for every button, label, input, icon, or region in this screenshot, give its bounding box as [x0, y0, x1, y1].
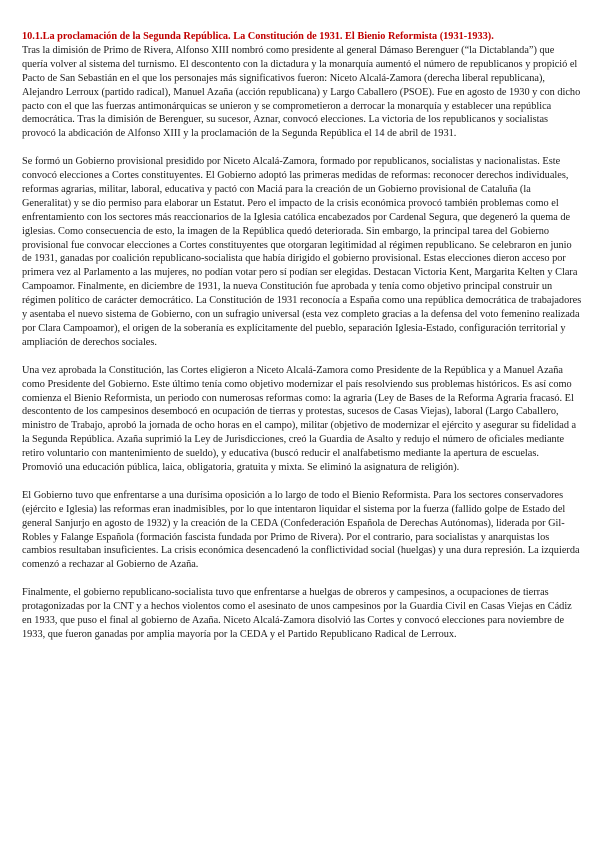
document-page — [22, 30, 582, 656]
paragraph-reformist-biennium: Una vez aprobada la Constitución, las Cortes eligieron a Niceto Alcalá-Zamora como Presidente de la República y a Manuel Azaña como Presidente del Gobierno. Este último tenía como objetivo modernizar el país resolviendo sus problemas históricos. Es así como comienza el Bienio Reformista, un periodo con numerosas reformas como: la agraria (Ley de Bases de la Reforma Agraria fracasó. El descontento de los campesinos desembocó en ocupación de tierras y protestas, sucesos de Casas Viejas), laboral (Largo Caballero, ministro de Trabajo, aprobó la jornada de ocho horas en el campo), militar (objetivo de modernizar el ejército y asegurar su fidelidad a la Segunda República. Azaña suprimió la Ley de Jurisdicciones, creó la Guardia de Asalto y redujo el número de oficiales mediante retiro voluntario con mantenimiento de sueldo), y educativa (buscó reducir el analfabetismo mediante la apertura de escuelas. Promovió una educación pública, laica, obligatoria, gratuita y mixta. Se eliminó la asignatura de religión). — [22, 364, 577, 474]
section-title: 10.1.La proclamación de la Segunda República. La Constitución de 1931. El Bienio Reformista (1931-1933). — [22, 31, 494, 42]
paragraph-opposition: El Gobierno tuvo que enfrentarse a una durísima oposición a lo largo de todo el Bienio Reformista. Para los sectores conservadores (ejército e Iglesia) las reformas eran inadmisibles, por lo que intentaron liquidar el sistema por la fuerza (fallido golpe de Estado del general Sanjurjo en agosto de 1932) y la creación de la CEDA (Confederación Española de Derechas Autónomas), liderada por Gil-Robles y Falange Española (formación fascista fundada por Primo de Rivera). Por el contrario, para socialistas y anarquistas los cambios resultaban insuficientes. La crisis económica desencadenó la conflictividad social (huelgas) y una dura represión. La izquierda comenzó a rechazar al Gobierno de Azaña. — [22, 489, 580, 571]
paragraph-conclusion: Finalmente, el gobierno republicano-socialista tuvo que enfrentarse a huelgas de obreros y campesinos, a ocupaciones de tierras protagonizadas por la CNT y a hechos violentos como el asesinato de unos campesinos por la Guardia Civil en Casas Viejas en Cádiz en 1933, que puso el final al gobierno de Azaña. Niceto Alcalá-Zamora disolvió las Cortes y convocó elecciones para noviembre de 1933, que fueron ganadas por amplia mayoría por la CEDA y el Partido Republicano Radical de Lerroux. — [22, 587, 572, 640]
paragraph-proclamation: Tras la dimisión de Primo de Rivera, Alfonso XIII nombró como presidente al general Dámaso Berenguer (“la Dictablanda”) que quería volver al sistema del turnismo. El descontento con la dictadura y la monarquía aumentó el número de republicanos y propició el Pacto de San Sebastián en el que los personajes más significativos fueron: Niceto Alcalá-Zamora (derecha liberal republicana), Alejandro Lerroux (partido radical), Manuel Azaña (acción republicana) y Largo Caballero (PSOE). Fue en agosto de 1930 y con dicho pacto con el que las fuerzas antimonárquicas se unieron y se comprometieron a derrocar la monarquía y establecer una república democrática. Tras la dimisión de Berenguer, su sucesor, Aznar, convocó elecciones. La victoria de los republicanos y socialistas provocó la abdicación de Alfonso XIII y la proclamación de la Segunda República el 14 de abril de 1931. — [22, 44, 581, 140]
paragraph-provisional-government: Se formó un Gobierno provisional presidido por Niceto Alcalá-Zamora, formado por republicanos, socialistas y nacionalistas. Este convocó elecciones a Cortes constituyentes. El Gobierno adoptó las primeras medidas de reformas: reconocer derechos individuales, reformas agrarias, militar, laboral, educativa y pactó con Maciá para la creación de un Gobierno provisional de Cataluña (la Generalitat) y se dio permiso para elaborar un Estatut. Pero el impacto de la crisis económica provocó también problemas como el enfrentamiento con los sectores más reaccionarios de la Iglesia católica encabezados por Cardenal Segura, que degeneró la quema de iglesias. Como consecuencia de esto, la imagen de la República quedó deteriorada. Sin embargo, la principal tarea del Gobierno provisional fue convocar elecciones a Cortes constituyentes que otorgaran legitimidad al régimen republicano. Se celebraron en junio de 1931, ganadas por coalición republicano-socialista que había dirigido el gobierno provisional. Estas elecciones dieron acceso por primera vez al Parlamento a las mujeres, no podían votar pero sí podían ser elegidas. Destacan Victoria Kent, Margarita Kelten y Clara Campoamor. Finalmente, en diciembre de 1931, la nueva Constitución fue aprobada y tenía como objetivo principal construir un régimen político de carácter democrático. La Constitución de 1931 reconocía a España como una república democrática de trabajadores y asentaba el nuevo sistema de Gobierno, con un sufragio universal (esta vez completo gracias a la defensa del voto femenino realizada por Clara Campoamor), el origen de la soberanía es explícitamente del pueblo, separación Iglesia-Estado, configuración territorial y ampliación de derechos sociales. — [22, 156, 582, 348]
